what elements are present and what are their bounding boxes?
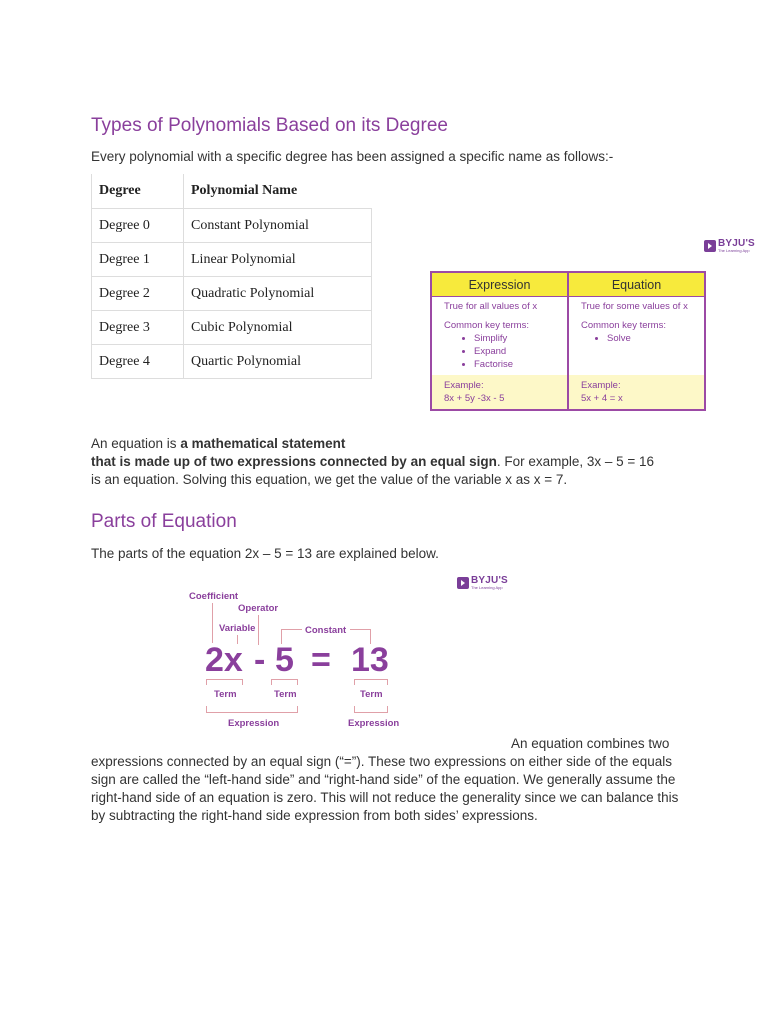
term-bracket <box>206 679 207 685</box>
expression-bracket <box>387 706 388 713</box>
equation-constant: 5 <box>275 641 294 679</box>
degree-table <box>91 174 372 379</box>
table-cell: Degree 4 <box>92 345 184 379</box>
equation-minus-sign: - <box>254 641 266 679</box>
definition-bold: that is made up of two expressions connected by an equal sign <box>91 454 497 469</box>
key-term: • Solve <box>607 332 692 345</box>
expression-label: Expression <box>348 718 400 729</box>
table-cell: Degree 3 <box>92 311 184 345</box>
table-cell: Degree 1 <box>92 243 184 277</box>
section-title-polynomial-types: Types of Polynomials Based on its Degree <box>91 115 448 136</box>
byjus-logo <box>704 239 755 253</box>
expression-bracket <box>354 712 388 713</box>
term-bracket <box>354 679 355 685</box>
term-bracket <box>387 679 388 685</box>
byjus-logo-mark-icon <box>457 577 469 589</box>
definition-text: . For example, 3x – 5 = 16 <box>496 454 655 469</box>
equation-header: Equation <box>611 277 662 292</box>
table-cell: Degree 0 <box>92 209 184 243</box>
definition-bold: a mathematical statement <box>180 436 346 451</box>
byjus-logo <box>457 576 508 590</box>
term-bracket <box>271 679 298 680</box>
term-bracket <box>297 679 298 685</box>
table-cell: Linear Polynomial <box>184 243 372 277</box>
equation-definition <box>91 435 691 489</box>
expression-key-terms-label: Common key terms: <box>444 320 529 331</box>
key-term: • Factorise <box>474 358 555 371</box>
expression-bracket <box>354 706 355 713</box>
closing-paragraph <box>91 753 711 825</box>
term-label: Term <box>360 689 383 700</box>
logo-tagline: The Learning App <box>471 585 503 590</box>
expression-example-value: 8x + 5y -3x - 5 <box>444 393 505 404</box>
term-bracket <box>242 679 243 685</box>
constant-bracket <box>281 629 302 630</box>
expression-example <box>432 375 569 409</box>
key-term: • Simplify <box>474 332 555 345</box>
table-cell: Quadratic Polynomial <box>184 277 372 311</box>
table-cell: Cubic Polynomial <box>184 311 372 345</box>
table-header-row <box>92 174 372 209</box>
expression-bracket <box>206 712 298 713</box>
coefficient-connector <box>212 603 213 643</box>
equation-example-value: 5x + 4 = x <box>581 393 623 404</box>
table-row <box>92 243 372 277</box>
term-label: Term <box>274 689 297 700</box>
closing-text-line: by subtracting the right-hand side expression from both sides’ expressions. <box>91 808 538 823</box>
closing-text-line: An equation combines two <box>511 736 670 751</box>
table-header-cell: Polynomial Name <box>184 174 372 209</box>
expression-label: Expression <box>228 718 280 729</box>
expression-truth: True for all values of x <box>444 301 538 312</box>
closing-text-line: right-hand side of an equation is zero. This will not reduce the generality since we can balance this <box>91 790 679 805</box>
logo-name: BYJU'S <box>471 575 508 586</box>
parts-intro-text: The parts of the equation 2x – 5 = 13 are explained below. <box>91 546 439 561</box>
table-row <box>92 209 372 243</box>
closing-text-line: sign are called the “left-hand side” and “right-hand side” of the equation. We generally assume the <box>91 772 676 787</box>
table-cell: Constant Polynomial <box>184 209 372 243</box>
table-row <box>92 277 372 311</box>
term-bracket <box>354 679 388 680</box>
table-cell: Degree 2 <box>92 277 184 311</box>
equation-key-terms <box>581 332 692 345</box>
definition-text: is an equation. Solving this equation, we get the value of the variable x as x = 7. <box>91 472 568 487</box>
expression-bracket <box>206 706 207 713</box>
table-header-cell: Degree <box>92 174 184 209</box>
equation-rhs-term: 13 <box>351 641 389 679</box>
equation-equals-sign: = <box>311 641 331 679</box>
equation-example-label: Example: <box>581 380 621 391</box>
equation-key-terms-label: Common key terms: <box>581 320 666 331</box>
logo-tagline: The Learning App <box>718 248 750 253</box>
expression-equation-comparison <box>430 271 706 411</box>
expression-bracket <box>297 706 298 713</box>
polynomial-intro-text: Every polynomial with a specific degree has been assigned a specific name as follows:- <box>91 149 614 164</box>
variable-label: Variable <box>219 623 256 634</box>
expression-details <box>432 297 569 375</box>
coefficient-label: Coefficient <box>189 591 239 602</box>
logo-name: BYJU'S <box>718 238 755 249</box>
definition-text: An equation is <box>91 436 181 451</box>
expression-header: Expression <box>432 273 569 296</box>
equation-truth: True for some values of x <box>581 301 688 312</box>
equation-example <box>569 375 704 409</box>
operator-label: Operator <box>238 603 279 614</box>
section-title-parts-of-equation: Parts of Equation <box>91 511 237 532</box>
constant-label: Constant <box>305 625 347 636</box>
expression-example-label: Example: <box>444 380 484 391</box>
key-term: • Expand <box>474 345 555 358</box>
table-row <box>92 345 372 379</box>
equation-lhs-term: 2x <box>205 641 243 679</box>
term-label: Term <box>214 689 237 700</box>
table-cell: Quartic Polynomial <box>184 345 372 379</box>
constant-bracket <box>350 629 371 630</box>
closing-text-line: expressions connected by an equal sign (“=”). These two expressions on either side of the equals <box>91 754 672 769</box>
term-bracket <box>206 679 243 680</box>
expression-key-terms <box>444 332 555 371</box>
byjus-logo-mark-icon <box>704 240 716 252</box>
term-bracket <box>271 679 272 685</box>
table-row <box>92 311 372 345</box>
equation-details <box>569 297 704 375</box>
